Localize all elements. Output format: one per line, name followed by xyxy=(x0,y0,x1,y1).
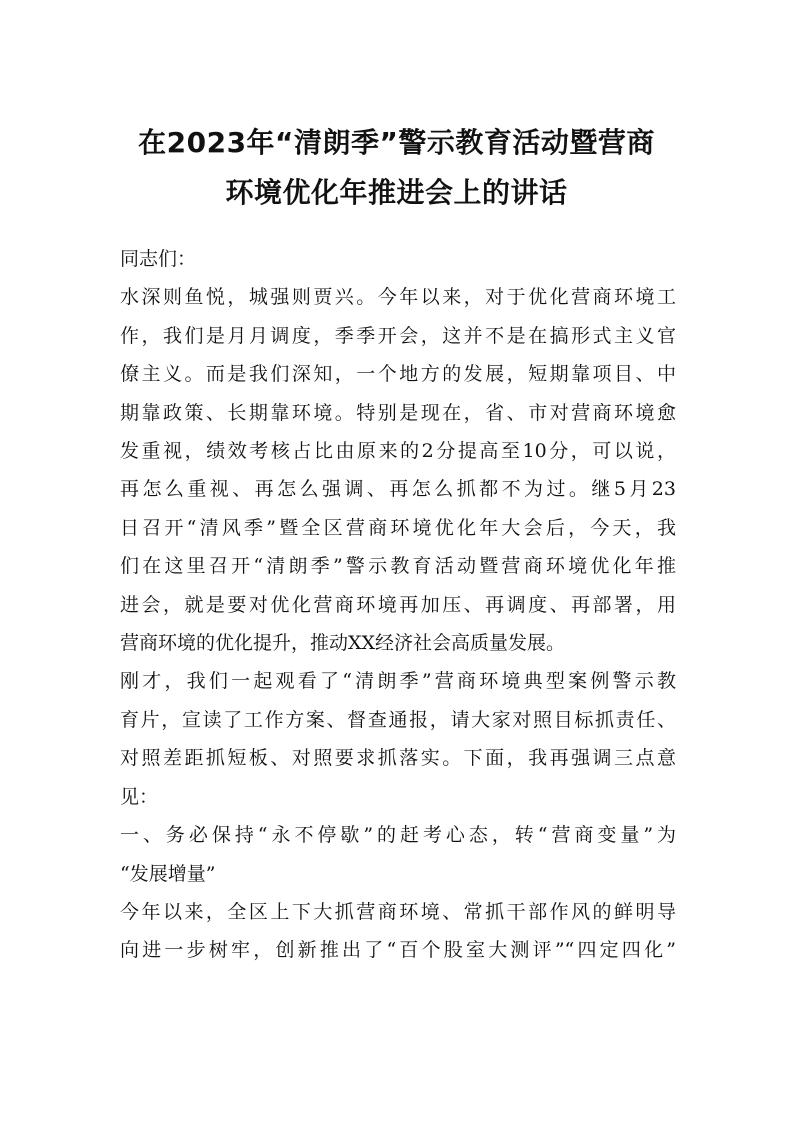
text-line: 进会，就是要对优化营商环境再加压、再调度、再部署，用 xyxy=(120,593,676,616)
paragraph-review xyxy=(120,662,676,816)
text-line: 日召开“清风季”暨全区营商环境优化年大会后，今天，我 xyxy=(120,516,676,539)
text-line: 育片，宣读了工作方案、督查通报，请大家对照目标抓责任、 xyxy=(120,708,676,731)
text-line: 再怎么重视、再怎么强调、再怎么抓都不为过。继5月23 xyxy=(120,478,676,501)
text-line: 今年以来，全区上下大抓营商环境、常抓干部作风的鲜明导 xyxy=(120,900,676,923)
salutation xyxy=(120,240,676,278)
text-line: 僚主义。而是我们深知，一个地方的发展，短期靠项目、中 xyxy=(120,363,676,386)
section-heading-1 xyxy=(120,816,676,893)
text-line: 作，我们是月月调度，季季开会，这并不是在搞形式主义官 xyxy=(120,324,676,347)
text-line: 见： xyxy=(120,785,159,808)
text-line: 水深则鱼悦，城强则贾兴。今年以来，对于优化营商环境工 xyxy=(120,286,676,309)
text-line: 们在这里召开“清朗季”警示教育活动暨营商环境优化年推 xyxy=(120,555,676,578)
title-line: 环境优化年推进会上的讲话 xyxy=(225,176,568,209)
paragraph-section-1 xyxy=(120,893,676,970)
text-line: “发展增量” xyxy=(120,862,216,885)
text-line: 刚才，我们一起观看了“清朗季”营商环境典型案例警示教 xyxy=(120,670,676,693)
document-body xyxy=(120,240,676,970)
text-line: 对照差距抓短板、对照要求抓落实。下面，我再强调三点意 xyxy=(120,747,676,770)
text-line: 发重视，绩效考核占比由原来的2分提高至10分，可以说， xyxy=(120,440,676,463)
paragraph-intro xyxy=(120,278,676,662)
text-line: 期靠政策、长期靠环境。特别是现在，省、市对营商环境愈 xyxy=(120,401,676,424)
text-line: 同志们： xyxy=(120,248,197,270)
text-line: 向进一步树牢，创新推出了“百个股室大测评”“四定四化” xyxy=(120,939,676,962)
document-title xyxy=(60,118,733,218)
text-line: 营商环境的优化提升，推动XX经济社会高质量发展。 xyxy=(120,632,566,655)
text-line: 一、务必保持“永不停歇”的赶考心态，转“营商变量”为 xyxy=(120,824,676,847)
title-line: 在2023年“清朗季”警示教育活动暨营商 xyxy=(138,126,655,159)
